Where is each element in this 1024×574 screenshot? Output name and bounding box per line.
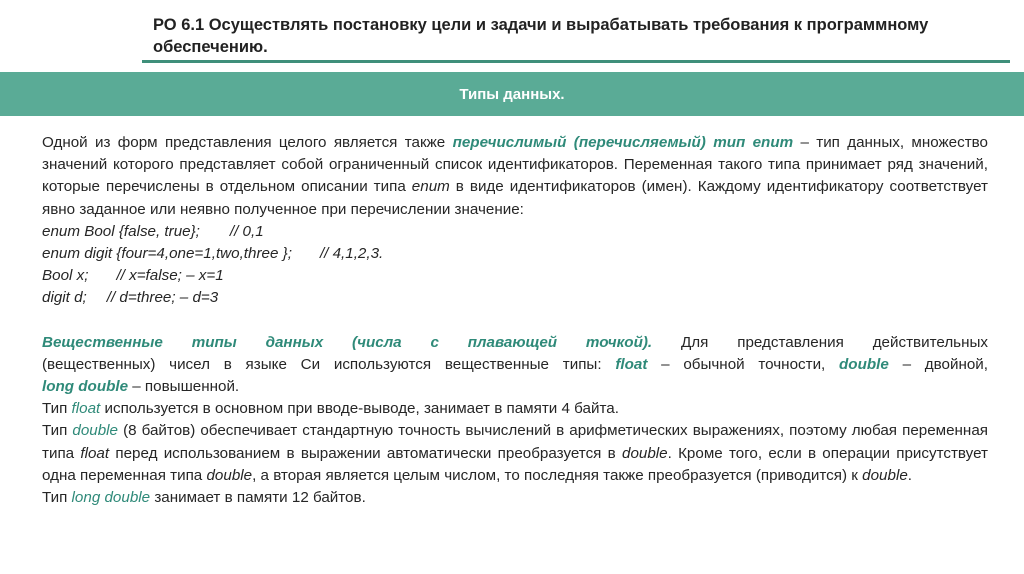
text: Тип [42,489,72,507]
float-size-paragraph [42,398,988,420]
title-underline [142,60,1010,63]
page-title: РО 6.1 Осуществлять постановку цели и задачи и вырабатывать требования к программному обеспечению. [153,16,929,56]
code-line-4 [42,287,988,309]
text: перед использованием в выражении автоматически преобразуется в [109,444,622,462]
text: используется в основном при вводе-выводе, занимает в памяти 4 байта. [100,400,619,418]
text: , а вторая является целым числом, то последняя также преобразуется (приводится) к [252,466,863,484]
enum-intro-text: Одной из форм представления целого является также [42,134,453,151]
enum-keyword: enum [411,178,450,196]
enum-term: перечислимый (перечисляемый) тип enum [452,134,794,151]
text: Тип [42,400,72,418]
float-keyword: float [71,400,101,418]
code-text: digit d; [42,289,87,307]
double-keyword: double [839,355,889,373]
float-types-text-mid: – обычной точности, [647,355,840,373]
float-keyword: float [615,355,648,373]
code-text: enum Bool {false, true}; [42,222,200,240]
text: . [907,466,912,484]
float-types-line [42,354,988,376]
double-keyword: double [622,444,668,462]
slide-body [42,132,988,509]
banner-label: Типы данных. [459,85,565,103]
text: . Кроме того, если в операции присутствует одна переменная типа [42,444,988,484]
enum-intro-text-end: в виде идентификаторов (имен). Каждому идентификатору соответствует явно заданное или неявно полученное при перечислении значение: [42,178,988,218]
float-keyword: float [80,444,110,462]
code-comment: // 0,1 [229,222,264,240]
long-double-line [42,376,988,398]
double-paragraph [42,420,988,487]
code-text: Bool x; [42,267,89,285]
code-comment: // 4,1,2,3. [319,245,384,263]
text: занимает в памяти 12 байтов. [150,489,366,507]
float-intro-text: Для представления действительных [652,333,988,351]
text: Тип [42,422,73,440]
double-keyword: double [72,422,118,440]
code-comment: // d=three; – d=3 [106,289,219,307]
long-double-keyword: long double [71,489,151,507]
float-section-heading: Вещественные типы данных (числа с плавающей точкой). [42,333,653,351]
double-keyword: double [862,466,908,484]
code-comment: // x=false; – x=1 [116,267,224,285]
code-text: enum digit {four=4,one=1,two,three }; [42,245,292,263]
code-line-1 [42,221,988,243]
text: (8 байтов) обеспечивает стандартную точность вычислений в арифметических выражениях, поэтому любая переменная типа [42,422,988,462]
long-double-keyword: long double [42,378,129,396]
enum-intro-text-mid: – тип данных, множество значений которого представляет собой ограниченный список идентификаторов. Переменная такого типа принимает ряд значений, которые перечислены в отдельном описании типа [42,134,988,196]
long-double-text: – повышенной. [128,378,240,396]
float-types-text-end: – двойной, [888,355,988,373]
section-banner [0,72,1024,116]
enum-paragraph [42,132,988,221]
code-line-3 [42,265,988,287]
float-types-text: (вещественных) чисел в языке Си используются вещественные типы: [42,355,616,373]
double-keyword: double [206,466,253,484]
code-line-2 [42,243,988,265]
long-double-size-paragraph [42,487,988,509]
float-heading-line [42,332,988,354]
